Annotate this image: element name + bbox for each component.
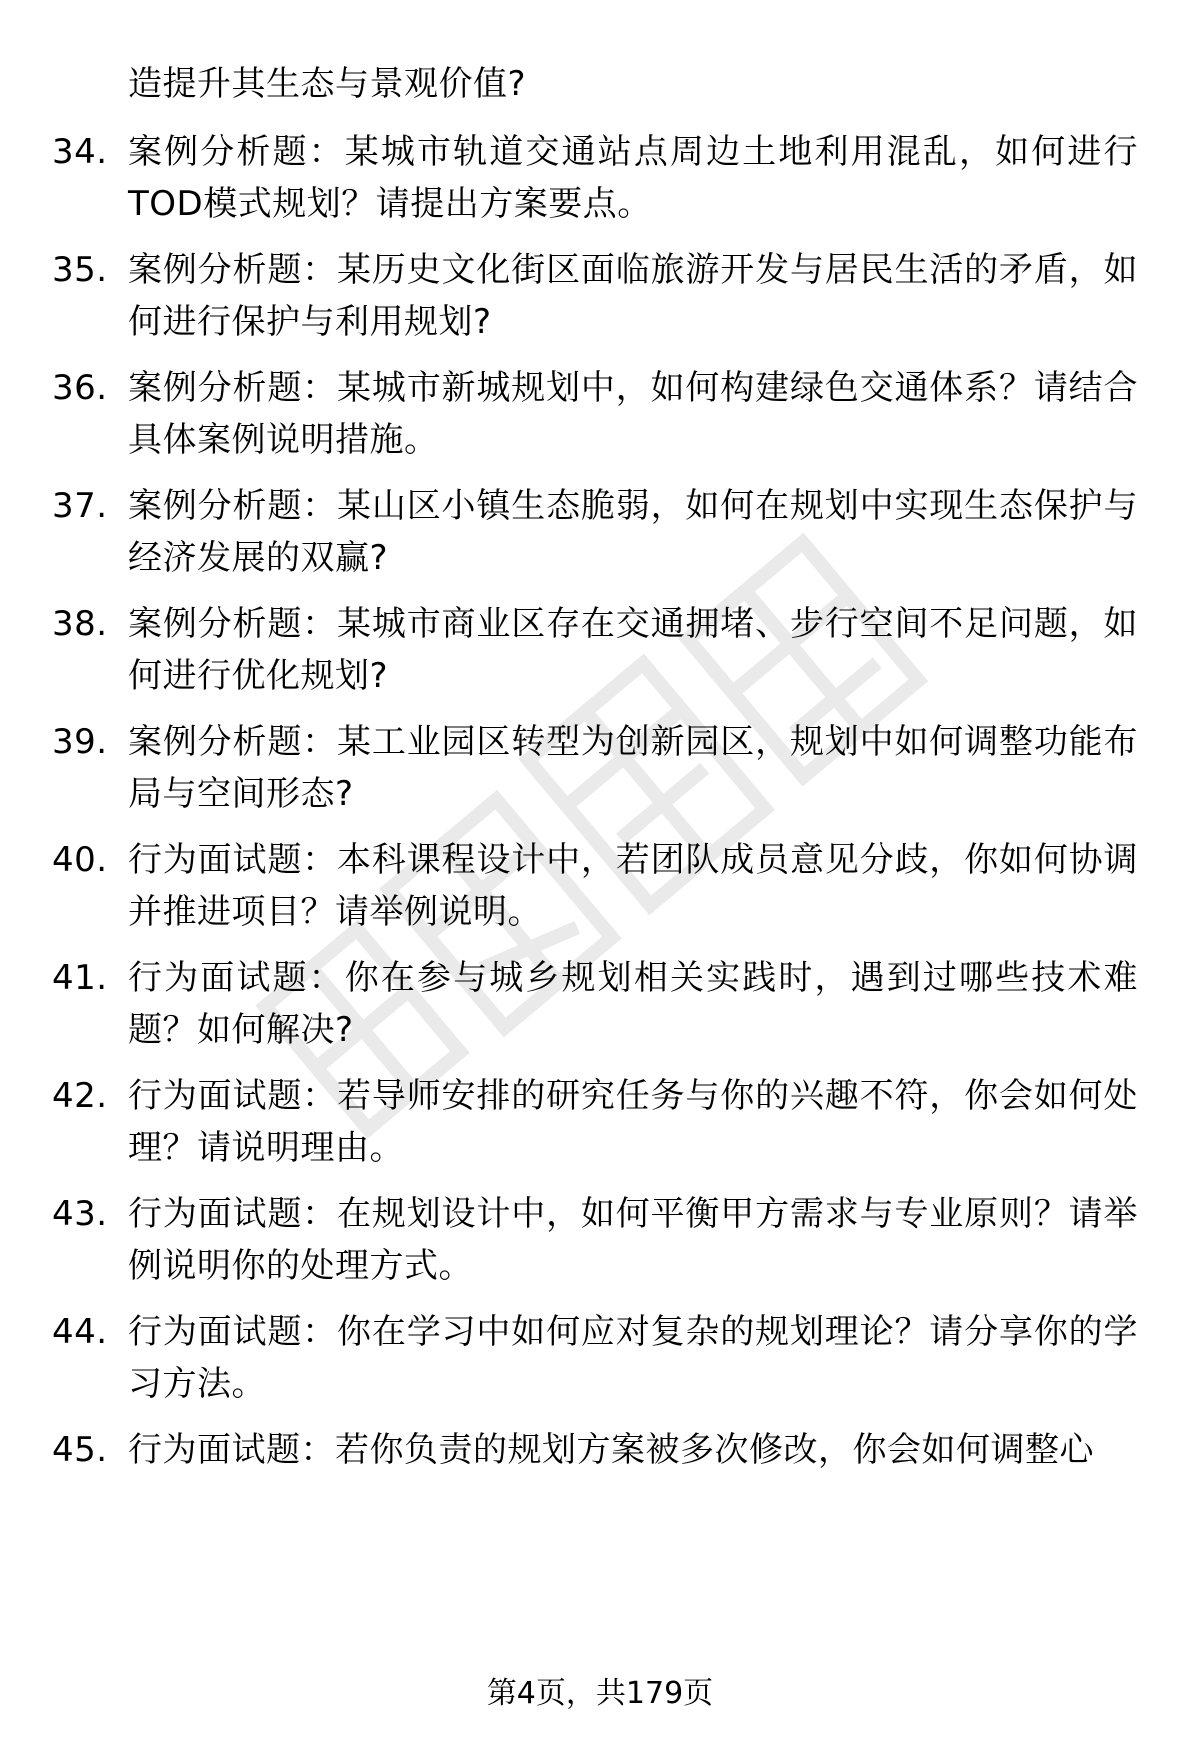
question-item [52, 362, 1138, 466]
question-text: 案例分析题：某城市轨道交通站点周边土地利用混乱，如何进行TOD模式规划？请提出方案要点。 [128, 132, 1138, 224]
question-text: 行为面试题：本科课程设计中，若团队成员意见分歧，你如何协调并推进项目？请举例说明。 [128, 840, 1138, 932]
question-text: 案例分析题：某城市商业区存在交通拥堵、步行空间不足问题，如何进行优化规划? [128, 604, 1138, 696]
question-text: 行为面试题：若你负责的规划方案被多次修改，你会如何调整心 [128, 1430, 1094, 1470]
page-footer: 第4页，共179页 [486, 1676, 714, 1711]
question-text: 行为面试题：你在参与城乡规划相关实践时，遇到过哪些技术难题？如何解决? [128, 958, 1138, 1050]
question-number: 39. [52, 722, 108, 762]
question-number: 43. [52, 1194, 108, 1234]
question-item [52, 1070, 1138, 1174]
question-item [52, 598, 1138, 702]
question-item [52, 1188, 1138, 1292]
question-text: 案例分析题：某城市新城规划中，如何构建绿色交通体系？请结合具体案例说明措施。 [128, 368, 1138, 460]
question-number: 45. [52, 1430, 108, 1470]
question-number: 40. [52, 840, 108, 880]
question-number: 35. [52, 250, 108, 290]
question-item [52, 1424, 1138, 1476]
question-text: 案例分析题：某工业园区转型为创新园区，规划中如何调整功能布局与空间形态? [128, 722, 1138, 814]
question-number: 44. [52, 1312, 108, 1352]
question-item [52, 244, 1138, 348]
question-number: 41. [52, 958, 108, 998]
continued-question-text: 造提升其生态与景观价值? [128, 64, 527, 104]
question-item [52, 480, 1138, 584]
question-number: 37. [52, 486, 108, 526]
question-number: 38. [52, 604, 108, 644]
question-item [52, 1306, 1138, 1410]
question-text: 行为面试题：在规划设计中，如何平衡甲方需求与专业原则？请举例说明你的处理方式。 [128, 1194, 1138, 1286]
question-item [52, 716, 1138, 820]
question-item [52, 126, 1138, 230]
question-text: 行为面试题：你在学习中如何应对复杂的规划理论？请分享你的学习方法。 [128, 1312, 1138, 1404]
question-text: 行为面试题：若导师安排的研究任务与你的兴趣不符，你会如何处理？请说明理由。 [128, 1076, 1138, 1168]
question-text: 案例分析题：某山区小镇生态脆弱，如何在规划中实现生态保护与经济发展的双赢? [128, 486, 1138, 578]
question-item [52, 952, 1138, 1056]
question-text: 案例分析题：某历史文化街区面临旅游开发与居民生活的矛盾，如何进行保护与利用规划? [128, 250, 1138, 342]
question-number: 36. [52, 368, 108, 408]
question-number: 42. [52, 1076, 108, 1116]
question-item [52, 834, 1138, 938]
question-number: 34. [52, 132, 108, 172]
